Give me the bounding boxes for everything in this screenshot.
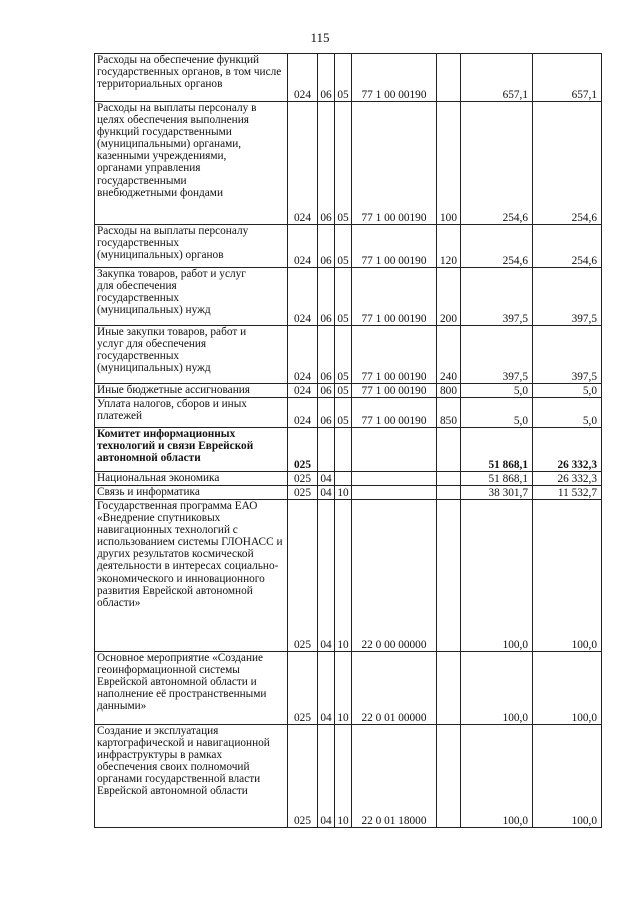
expense-type-code: 850 xyxy=(437,398,461,428)
admin-code: 025 xyxy=(288,725,318,828)
amount-year-2: 11 532,7 xyxy=(533,486,602,500)
amount-year-1: 38 301,7 xyxy=(461,486,533,500)
row-name-cell xyxy=(95,225,288,268)
table-row xyxy=(95,225,602,268)
admin-code: 025 xyxy=(288,486,318,500)
table-row xyxy=(95,102,602,225)
target-code xyxy=(352,486,437,500)
subsection-code: 05 xyxy=(335,102,352,225)
row-name-cell xyxy=(95,326,288,384)
row-name-cell xyxy=(95,500,288,652)
row-name-cell xyxy=(95,652,288,725)
subsection-code xyxy=(335,472,352,486)
subsection-code: 10 xyxy=(335,486,352,500)
subsection-code: 10 xyxy=(335,500,352,652)
table-row xyxy=(95,725,602,828)
section-code: 06 xyxy=(318,102,335,225)
admin-code: 024 xyxy=(288,102,318,225)
target-code: 77 1 00 00190 xyxy=(352,102,437,225)
section-code: 06 xyxy=(318,384,335,398)
subsection-code xyxy=(335,428,352,472)
section-code: 06 xyxy=(318,268,335,326)
target-code xyxy=(352,472,437,486)
expense-type-code: 120 xyxy=(437,225,461,268)
admin-code: 025 xyxy=(288,428,318,472)
amount-year-1: 5,0 xyxy=(461,384,533,398)
row-name: Создание и эксплуатация картографической и навигационной инфраструктуры в рамках обеспечения своих полномочий органами государственной власти Еврейской автономной области xyxy=(97,725,270,798)
table-row xyxy=(95,500,602,652)
amount-year-1: 397,5 xyxy=(461,326,533,384)
section-code xyxy=(318,428,335,472)
admin-code: 025 xyxy=(288,652,318,725)
amount-year-2: 100,0 xyxy=(533,500,602,652)
section-code: 04 xyxy=(318,500,335,652)
target-code: 77 1 00 00190 xyxy=(352,268,437,326)
section-code: 06 xyxy=(318,54,335,102)
subsection-code: 05 xyxy=(335,384,352,398)
amount-year-1: 254,6 xyxy=(461,102,533,225)
table-row xyxy=(95,384,602,398)
amount-year-1: 254,6 xyxy=(461,225,533,268)
expense-type-code xyxy=(437,486,461,500)
amount-year-2: 657,1 xyxy=(533,54,602,102)
expense-type-code: 100 xyxy=(437,102,461,225)
amount-year-1: 5,0 xyxy=(461,398,533,428)
admin-code: 024 xyxy=(288,225,318,268)
amount-year-2: 26 332,3 xyxy=(533,472,602,486)
target-code xyxy=(352,428,437,472)
row-name-cell xyxy=(95,102,288,225)
amount-year-2: 397,5 xyxy=(533,268,602,326)
amount-year-1: 397,5 xyxy=(461,268,533,326)
expense-type-code xyxy=(437,725,461,828)
row-name: Расходы на выплаты персоналу в целях обеспечения выполнения функций государственными (муниципальными) органами, казенными учреждениями, органами управления государственными внебюджетными фондами xyxy=(97,102,257,199)
amount-year-1: 100,0 xyxy=(461,500,533,652)
table-row xyxy=(95,54,602,102)
subsection-code: 10 xyxy=(335,725,352,828)
amount-year-1: 100,0 xyxy=(461,652,533,725)
subsection-code: 05 xyxy=(335,326,352,384)
subsection-code: 05 xyxy=(335,398,352,428)
table-row xyxy=(95,472,602,486)
target-code: 77 1 00 00190 xyxy=(352,384,437,398)
row-name-cell xyxy=(95,398,288,428)
amount-year-2: 5,0 xyxy=(533,398,602,428)
amount-year-2: 254,6 xyxy=(533,102,602,225)
admin-code: 024 xyxy=(288,268,318,326)
amount-year-2: 397,5 xyxy=(533,326,602,384)
expense-type-code xyxy=(437,54,461,102)
row-name-cell xyxy=(95,725,288,828)
expense-type-code: 800 xyxy=(437,384,461,398)
amount-year-1: 657,1 xyxy=(461,54,533,102)
row-name: Связь и информатика xyxy=(97,486,200,498)
table-row xyxy=(95,652,602,725)
expense-type-code: 240 xyxy=(437,326,461,384)
expense-type-code xyxy=(437,472,461,486)
table-row xyxy=(95,428,602,472)
row-name: Комитет информационных технологий и связи Еврейской автономной области xyxy=(97,428,254,465)
target-code: 22 0 00 00000 xyxy=(352,500,437,652)
row-name: Государственная программа ЕАО «Внедрение спутниковых навигационных технологий с использованием системы ГЛОНАСС и других результатов космической деятельности в интересах социально-экономического и инновационного развития Еврейской автономной области» xyxy=(97,500,283,609)
section-code: 04 xyxy=(318,472,335,486)
row-name-cell xyxy=(95,428,288,472)
row-name: Основное мероприятие «Создание геоинформационной системы Еврейской автономной области и наполнение её пространственными данными» xyxy=(97,652,267,713)
admin-code: 024 xyxy=(288,54,318,102)
table-row xyxy=(95,398,602,428)
expense-type-code xyxy=(437,500,461,652)
section-code: 04 xyxy=(318,725,335,828)
subsection-code: 10 xyxy=(335,652,352,725)
table-row xyxy=(95,486,602,500)
row-name-cell xyxy=(95,268,288,326)
target-code: 77 1 00 00190 xyxy=(352,326,437,384)
section-code: 06 xyxy=(318,326,335,384)
subsection-code: 05 xyxy=(335,54,352,102)
amount-year-2: 5,0 xyxy=(533,384,602,398)
subsection-code: 05 xyxy=(335,225,352,268)
section-code: 04 xyxy=(318,486,335,500)
expense-type-code xyxy=(437,428,461,472)
amount-year-1: 51 868,1 xyxy=(461,428,533,472)
row-name-cell xyxy=(95,472,288,486)
section-code: 06 xyxy=(318,398,335,428)
row-name-cell xyxy=(95,486,288,500)
amount-year-1: 51 868,1 xyxy=(461,472,533,486)
row-name: Уплата налогов, сборов и иных платежей xyxy=(97,398,247,423)
admin-code: 024 xyxy=(288,398,318,428)
row-name-cell xyxy=(95,54,288,102)
amount-year-2: 100,0 xyxy=(533,652,602,725)
subsection-code: 05 xyxy=(335,268,352,326)
row-name: Расходы на выплаты персоналу государственных (муниципальных) органов xyxy=(97,225,249,262)
admin-code: 025 xyxy=(288,500,318,652)
target-code: 77 1 00 00190 xyxy=(352,398,437,428)
amount-year-2: 26 332,3 xyxy=(533,428,602,472)
admin-code: 024 xyxy=(288,384,318,398)
section-code: 06 xyxy=(318,225,335,268)
target-code: 22 0 01 00000 xyxy=(352,652,437,725)
expense-type-code: 200 xyxy=(437,268,461,326)
admin-code: 025 xyxy=(288,472,318,486)
admin-code: 024 xyxy=(288,326,318,384)
amount-year-2: 254,6 xyxy=(533,225,602,268)
page-number: 115 xyxy=(310,30,330,45)
expense-type-code xyxy=(437,652,461,725)
table-row xyxy=(95,326,602,384)
section-code: 04 xyxy=(318,652,335,725)
row-name: Иные бюджетные ассигнования xyxy=(97,384,250,396)
amount-year-2: 100,0 xyxy=(533,725,602,828)
row-name: Закупка товаров, работ и услуг для обеспечения государственных (муниципальных) нужд xyxy=(97,268,246,317)
target-code: 22 0 01 18000 xyxy=(352,725,437,828)
budget-table xyxy=(94,53,602,828)
amount-year-1: 100,0 xyxy=(461,725,533,828)
row-name: Национальная экономика xyxy=(97,472,220,484)
row-name: Расходы на обеспечение функций государственных органов, в том числе территориальных органов xyxy=(97,54,282,91)
target-code: 77 1 00 00190 xyxy=(352,54,437,102)
row-name-cell xyxy=(95,384,288,398)
table-row xyxy=(95,268,602,326)
target-code: 77 1 00 00190 xyxy=(352,225,437,268)
row-name: Иные закупки товаров, работ и услуг для обеспечения государственных (муниципальных) нужд xyxy=(97,326,247,375)
